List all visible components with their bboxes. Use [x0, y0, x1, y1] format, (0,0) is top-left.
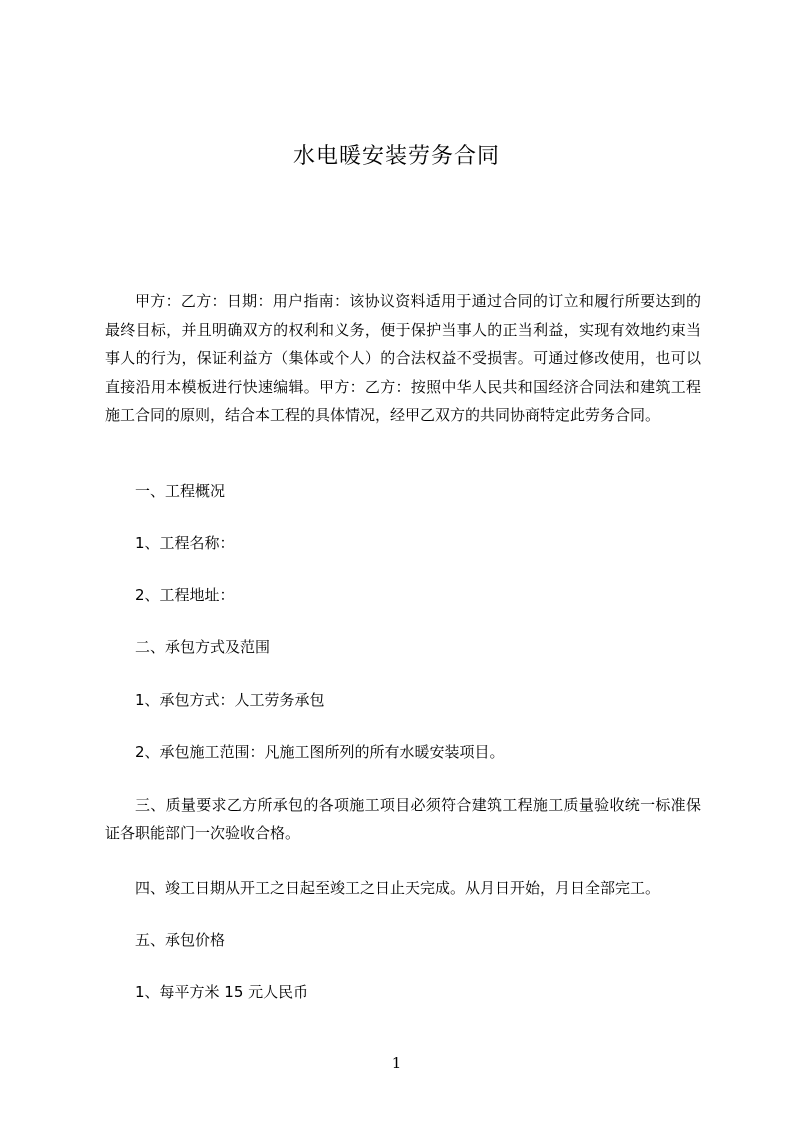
project-address-line: 2、工程地址： [135, 586, 235, 604]
document-title: 水电暖安装劳务合同 [292, 144, 500, 169]
section-heading-contract-price: 五、承包价格 [135, 931, 226, 949]
intro-paragraph: 甲方：乙方：日期：用户指南：该协议资料适用于通过合同的订立和履行所要达到的最终目标，并且明确双方的权利和义务，便于保护当事人的正当利益，实现有效地约束当事人的行为，保证利益方（集体或个人）的合法权益不受损害。可通过修改使用，也可以直接沿用本模板进行快速编辑。甲方：乙方：按照中华人民共和国经济合同法和建筑工程施工合同的原则，结合本工程的具体情况，经甲乙双方的共同协商特定此劳务合同。 [105, 292, 701, 425]
project-name-line: 1、工程名称： [135, 534, 235, 552]
contract-method-line: 1、承包方式：人工劳务承包 [135, 691, 325, 709]
section-completion-date: 四、竣工日期从开工之日起至竣工之日止天完成。从月日开始，月日全部完工。 [135, 879, 661, 897]
section-heading-project-overview: 一、工程概况 [135, 482, 226, 500]
price-per-square-meter-line: 1、每平方米 15 元人民币 [135, 983, 309, 1001]
section-heading-contract-method: 二、承包方式及范围 [135, 638, 271, 656]
page-number: 1 [391, 1054, 402, 1072]
section-quality-requirements: 三、质量要求乙方所承包的各项施工项目必须符合建筑工程施工质量验收统一标准保证各职能部门一次验收合格。 [105, 796, 701, 842]
contract-scope-line: 2、承包施工范围：凡施工图所列的所有水暖安装项目。 [135, 743, 505, 761]
